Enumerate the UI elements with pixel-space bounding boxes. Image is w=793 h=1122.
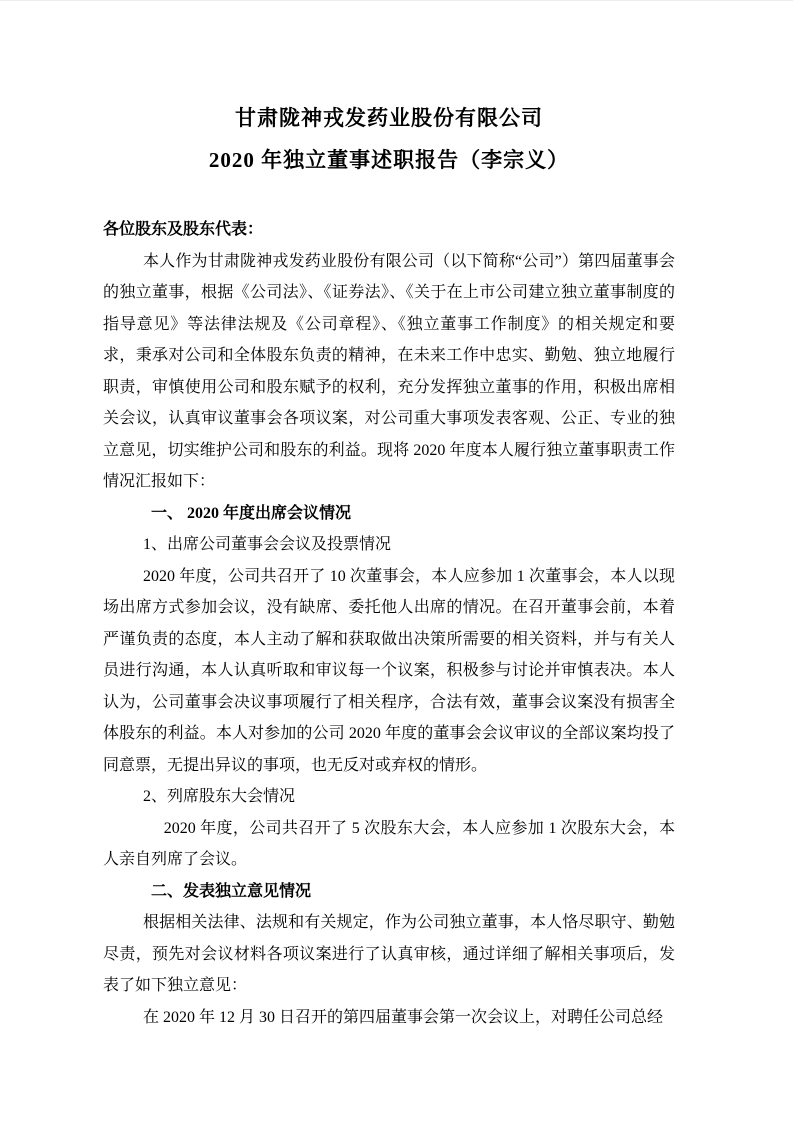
section2-paragraph-2: 在 2020 年 12 月 30 日召开的第四届董事会第一次会议上，对聘任公司总经 [143,1008,664,1026]
section1-paragraph-2: 2020 年度，公司共召开了 5 次股东大会，本人应参加 1 次股东大会，本人亲自列席了会议。 [103,819,675,868]
section1-paragraph-1: 2020 年度，公司共召开了 10 次董事会，本人应参加 1 次董事会，本人以现场出席方式参加会议，没有缺席、委托他人出席的情况。在召开董事会前，本着严谨负责的态度，本人主动了解和获取做出决策所需要的相关资料，并与有关人员进行沟通，本人认真听取和审议每一个议案，积极参与讨论并审慎表决。本人认为，公司董事会决议事项履行了相关程序，合法有效，董事会议案没有损害全体股东的利益。本人对参加的公司 2020 年度的董事会会议审议的全部议案均投了同意票，无提出异议的事项，也无反对或弃权的情形。 [103,567,675,774]
intro-paragraph: 本人作为甘肃陇神戎发药业股份有限公司（以下简称“公司”）第四届董事会的独立董事，根据《公司法》、《证券法》、《关于在上市公司建立独立董事制度的指导意见》等法律法规及《公司章程》、《独立董事工作制度》的相关规定和要求，秉承对公司和全体股东负责的精神，在未来工作中忠实、勤勉、独立地履行职责，审慎使用公司和股东赋予的权利，充分发挥独立董事的作用，积极出席相关会议，认真审议董事会各项议案，对公司重大事项发表客观、公正、专业的独立意见，切实维护公司和股东的利益。现将 2020 年度本人履行独立董事职责工作情况汇报如下： [103,252,675,490]
salutation: 各位股东及股东代表： [103,221,264,238]
section1-subheading-1: 1、出席公司董事会会议及投票情况 [143,536,392,553]
section1-heading: 一、 2020 年度出席会议情况 [151,504,352,522]
document-body [103,214,675,1033]
document-title-company: 甘肃陇神戎发药业股份有限公司 [235,106,543,130]
document-title-report: 2020 年独立董事述职报告（李宗义） [208,148,570,172]
section1-subheading-2: 2、列席股东大会情况 [143,788,296,805]
document-content [103,1,675,1033]
section2-paragraph-1: 根据相关法律、法规和有关规定，作为公司独立董事，本人恪尽职守、勤勉尽责，预先对会议材料各项议案进行了认真审核，通过详细了解相关事项后，发表了如下独立意见： [103,914,675,994]
section2-heading: 二、发表独立意见情况 [151,882,312,900]
title-block [103,97,675,181]
